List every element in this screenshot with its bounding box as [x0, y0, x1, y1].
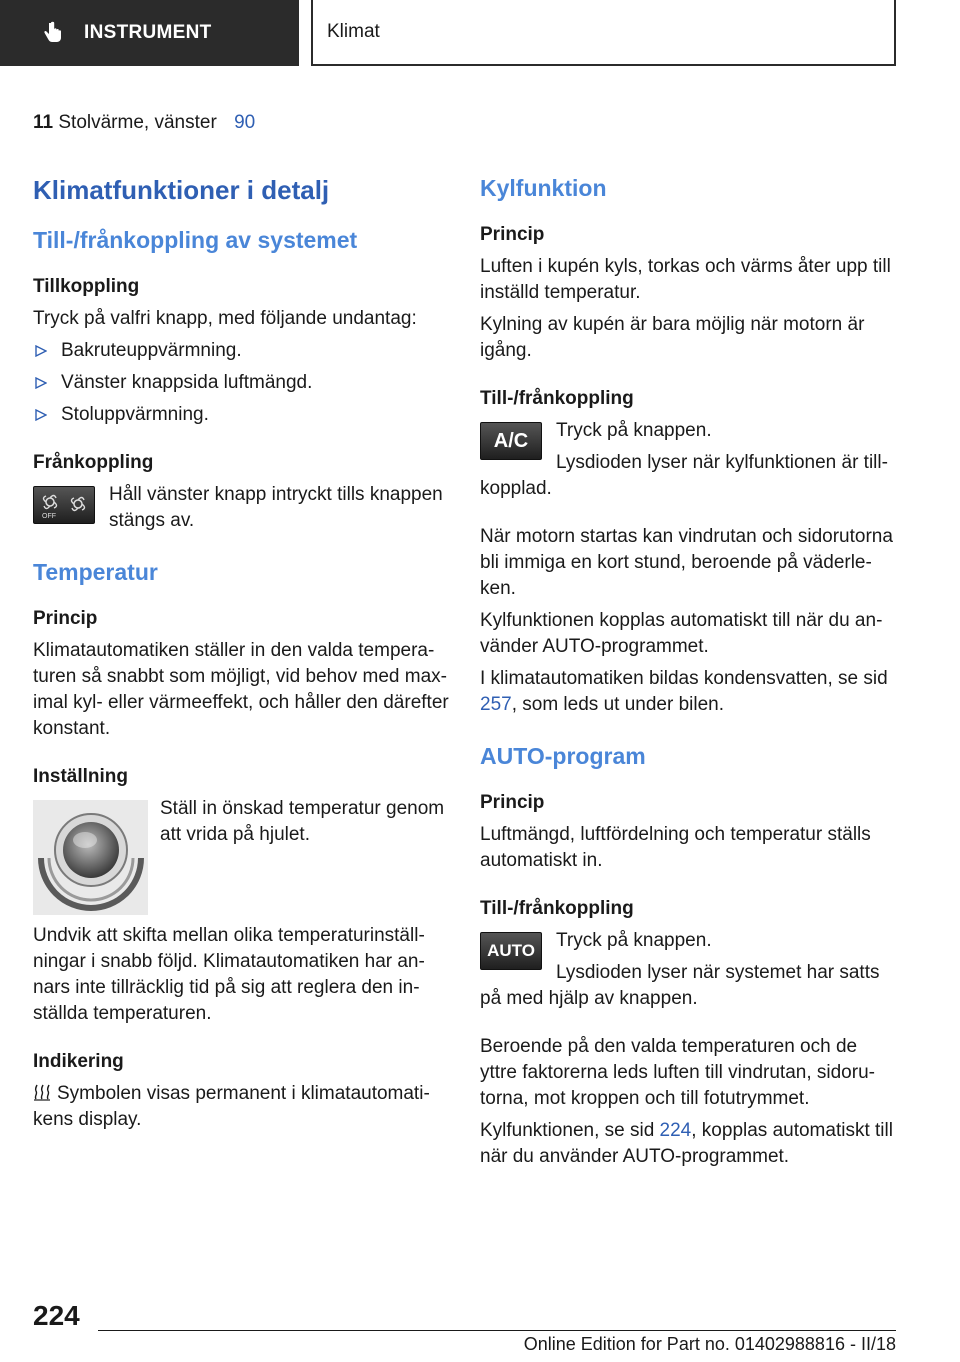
temperature-wheel-icon: [33, 800, 148, 915]
subheading-princip: Princip: [33, 608, 98, 629]
heading-auto-program: AUTO-program: [480, 743, 646, 769]
text-kyl-p5: I klimatautomatiken bildas kondensvatten, se sid 257, som leds ut under bilen.: [480, 668, 888, 715]
text-temperatur-princip: Klimatautomatiken ställer in den valda temperaturen så snabbt som möjligt, vid behov med maximal kyl- eller värmeeffekt, och håller den därefter konstant.: [33, 640, 449, 739]
page-header: [0, 0, 960, 66]
subheading-kyl-onoff: Till-/frånkoppling: [480, 388, 634, 409]
triangle-bullet-icon: [35, 345, 47, 357]
temperature-wheel-image: [33, 800, 148, 915]
heading-kylfunktion: Kylfunktion: [480, 175, 607, 201]
text-kyl-p1: Luften i kupén kyls, torkas och värms åter upp till inställd temperatur.: [480, 256, 891, 303]
text-frankoppling: Håll vänster knapp intryckt tills knappen stängs av.: [109, 484, 443, 531]
tab-section-label: Klimat: [327, 21, 380, 42]
section-number: 11: [33, 112, 54, 133]
section-page-link[interactable]: 90: [234, 112, 256, 133]
heading-system-onoff: Till-/frånkoppling av systemet: [33, 227, 358, 253]
edition-note: Online Edition for Part no. 01402988816 - II/18: [523, 1334, 896, 1354]
setting-instruction: [33, 796, 451, 923]
text-ac-press: Tryck på knappen.: [556, 420, 712, 441]
left-column: [33, 172, 451, 1139]
auto-button-image: [480, 932, 542, 970]
heading-temperatur: Temperatur: [33, 559, 158, 585]
page-link-224[interactable]: 224: [659, 1120, 692, 1141]
text-auto-p2: Beroende på den valda temperaturen och de yttre faktorerna leds luften till vindrutan, sidorutorna, mot kroppen och till fotutrymmet.: [480, 1036, 875, 1109]
right-column: [480, 172, 898, 1176]
tab-instrument[interactable]: [0, 0, 299, 66]
text-temperatur-varning: Undvik att skifta mellan olika temperaturinställningar i snabb följd. Klimatautomatiken har annars inte tillräcklig tid på sig att reglera den inställda temperaturen.: [33, 925, 425, 1024]
text-auto-p3: Kylfunktionen, se sid 224, kopplas automatiskt till när du använder AUTO-programmet.: [480, 1120, 893, 1167]
triangle-bullet-icon: [35, 377, 47, 389]
subheading-auto-onoff: Till-/frånkoppling: [480, 898, 634, 919]
text-auto-press: Tryck på knappen.: [556, 930, 712, 951]
ac-button-image: [480, 422, 542, 460]
text-installning: Ställ in önskad temperatur genom att vrida på hjulet.: [160, 798, 445, 845]
subheading-frankoppling: Frånkoppling: [33, 452, 154, 473]
footer-divider: [98, 1330, 896, 1331]
tab-instrument-label: INSTRUMENT: [84, 22, 212, 43]
subheading-indikering: Indikering: [33, 1051, 124, 1072]
page-number: 224: [33, 1300, 80, 1331]
subheading-princip: Princip: [480, 224, 545, 245]
list-item: Bakruteuppvärmning.: [33, 338, 451, 364]
text-kyl-p4: Kylfunktionen kopplas automatiskt till när du använder AUTO-programmet.: [480, 610, 883, 657]
list-item: Stoluppvärmning.: [33, 402, 451, 428]
tab-section-klimat[interactable]: [311, 0, 896, 66]
defrost-symbol-icon: [33, 1083, 51, 1101]
hand-pointer-icon: [40, 20, 66, 46]
subheading-princip: Princip: [480, 792, 545, 813]
triangle-bullet-icon: [35, 409, 47, 421]
page-link-257[interactable]: 257: [480, 694, 512, 715]
off-instruction: [33, 482, 451, 540]
text-auto-led: Lysdioden lyser när systemet har satts på med hjälp av knappen.: [480, 962, 880, 1009]
section-text: Stolvärme, vänster: [58, 112, 217, 133]
text-ac-led: Lysdioden lyser när kylfunktionen är tillkopplad.: [480, 452, 888, 499]
subheading-tillkoppling: Tillkoppling: [33, 276, 140, 297]
text-kyl-p2: Kylning av kupén är bara möjlig när motorn är igång.: [480, 314, 865, 361]
exception-list: [33, 338, 451, 428]
text-tillkoppling: Tryck på valfri knapp, med följande undantag:: [33, 308, 417, 329]
auto-button-label: AUTO: [487, 941, 535, 960]
auto-instruction: [480, 928, 898, 1018]
off-button-image: [33, 486, 95, 524]
text-auto-p1: Luftmängd, luftfördelning och temperatur ställs automatiskt in.: [480, 824, 871, 871]
off-button-text: OFF: [42, 513, 56, 520]
fan-off-icon: [36, 490, 92, 520]
text-kyl-p3: När motorn startas kan vindrutan och sidorutorna bli immiga en kort stund, beroende på väderleken.: [480, 526, 893, 599]
subheading-installning: Inställning: [33, 766, 128, 787]
ac-button-label: A/C: [493, 430, 529, 452]
ac-instruction: [480, 418, 898, 508]
text-indikering: Symbolen visas permanent i klimatautomatikens display.: [33, 1083, 430, 1130]
section-reference: [33, 112, 255, 134]
page-title: Klimatfunktioner i detalj: [33, 175, 330, 205]
list-item: Vänster knappsida luftmängd.: [33, 370, 451, 396]
